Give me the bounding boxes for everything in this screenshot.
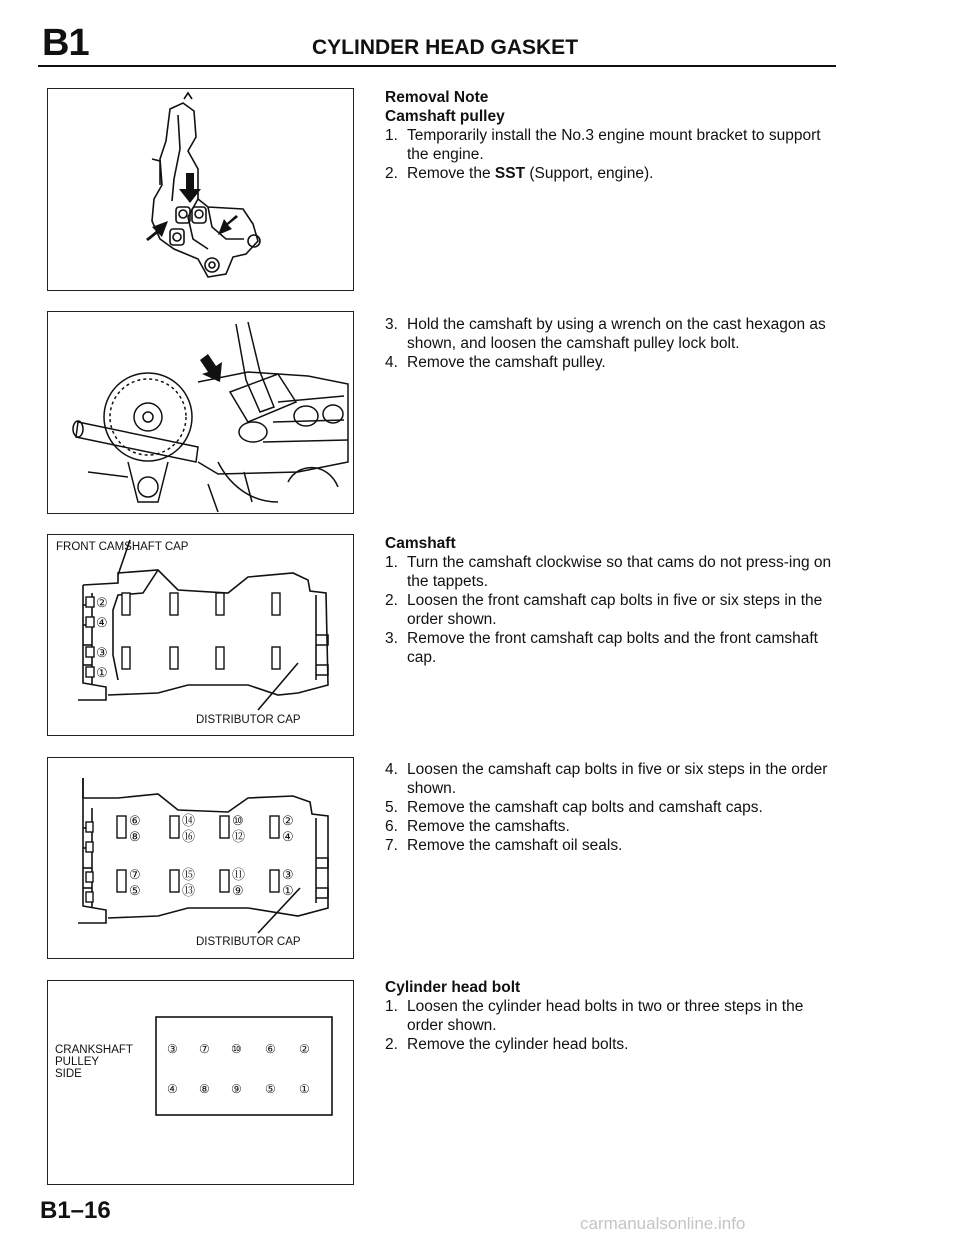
cam-cap-seq-number: ⑯ [182, 829, 196, 844]
sst-term: SST [494, 165, 526, 182]
list-item: 6. Remove the camshafts. [385, 818, 570, 835]
front-camshaft-cap-drawing [48, 535, 354, 736]
section-cylinder-head-bolt [385, 978, 840, 1054]
figure-engine-mount-bracket [47, 88, 354, 291]
section-camshaft-pulley-continued [385, 315, 840, 372]
camshaft-pulley-heading: Camshaft pulley [385, 108, 505, 125]
camshaft-caps-drawing [48, 758, 354, 959]
camshaft-heading: Camshaft [385, 535, 456, 552]
list-item: 2. Remove the SST (Support, engine). [385, 165, 654, 182]
figure-camshaft-pulley-wrench [47, 311, 354, 514]
cam-cap-seq-number: ⑪ [232, 867, 246, 882]
list-item: 2. Remove the cylinder head bolts. [385, 1036, 629, 1053]
list-item: 3. Remove the front camshaft cap bolts and the front camshaft cap. [385, 630, 818, 666]
figure-front-camshaft-cap [47, 534, 354, 736]
cam-cap-seq-number: ④ [282, 829, 294, 844]
front-cap-seq-number: ① [96, 665, 108, 680]
head-bolt-seq-number: ⑩ [231, 1042, 242, 1056]
head-bolt-seq-number: ⑨ [231, 1082, 242, 1096]
cam-cap-seq-number: ⑬ [182, 883, 196, 898]
section-camshaft [385, 534, 840, 667]
head-bolt-seq-number: ⑥ [265, 1042, 276, 1056]
cylinder-head-bolt-heading: Cylinder head bolt [385, 979, 521, 996]
cam-cap-seq-number: ② [282, 813, 294, 828]
crankshaft-pulley-side-label: CRANKSHAFT PULLEY SIDE [55, 1044, 133, 1080]
cam-cap-seq-number: ⑨ [232, 883, 244, 898]
head-bolt-seq-number: ① [299, 1082, 310, 1096]
head-bolt-seq-number: ③ [167, 1042, 178, 1056]
front-cap-sequence [96, 595, 108, 680]
list-item: 4. Loosen the camshaft cap bolts in five or six steps in the order shown. [385, 761, 828, 797]
cam-cap-seq-number: ⑫ [232, 829, 246, 844]
camshaft-pulley-drawing [48, 312, 354, 514]
removal-note-heading: Removal Note [385, 89, 489, 106]
engine-mount-bracket-drawing [48, 89, 354, 291]
front-cap-seq-number: ③ [96, 645, 108, 660]
watermark: carmanualsonline.info [580, 1214, 746, 1233]
list-item: 5. Remove the camshaft cap bolts and camshaft caps. [385, 799, 763, 816]
front-cap-seq-number: ② [96, 595, 108, 610]
cylinder-head-bolts-drawing [48, 981, 354, 1185]
cam-cap-seq-number: ⑧ [129, 829, 141, 844]
header-rule [38, 65, 836, 67]
page-title: CYLINDER HEAD GASKET [312, 36, 579, 59]
front-camshaft-cap-label: FRONT CAMSHAFT CAP [56, 541, 189, 553]
cam-cap-seq-number: ⑮ [182, 867, 196, 882]
distributor-cap-label: DISTRIBUTOR CAP [196, 714, 301, 726]
cam-cap-seq-number: ③ [282, 867, 294, 882]
head-bolt-seq-number: ⑧ [199, 1082, 210, 1096]
cam-cap-seq-number: ⑥ [129, 813, 141, 828]
section-camshaft-pulley [385, 88, 840, 183]
cam-cap-sequence [129, 813, 294, 898]
list-item: 3. Hold the camshaft by using a wrench on the cast hexagon as shown, and loosen the camshaft pulley lock bolt. [385, 316, 826, 352]
figure-cylinder-head-bolts [47, 980, 354, 1185]
head-bolt-seq-number: ④ [167, 1082, 178, 1096]
list-item: 7. Remove the camshaft oil seals. [385, 837, 623, 854]
list-item: 1. Temporarily install the No.3 engine mount bracket to support the engine. [385, 127, 821, 163]
figure-camshaft-caps [47, 757, 354, 959]
cam-cap-seq-number: ⑭ [182, 813, 196, 828]
list-item: 4. Remove the camshaft pulley. [385, 354, 606, 371]
list-item: 2. Loosen the front camshaft cap bolts in five or six steps in the order shown. [385, 592, 823, 628]
distributor-cap-label: DISTRIBUTOR CAP [196, 936, 301, 948]
head-bolt-sequence [167, 1042, 310, 1096]
cam-cap-seq-number: ⑩ [232, 813, 244, 828]
head-bolt-seq-number: ② [299, 1042, 310, 1056]
cam-cap-seq-number: ⑤ [129, 883, 141, 898]
page-number: B1–16 [40, 1197, 111, 1224]
front-cap-seq-number: ④ [96, 615, 108, 630]
list-item: 1. Loosen the cylinder head bolts in two or three steps in the order shown. [385, 998, 804, 1034]
cam-cap-seq-number: ⑦ [129, 867, 141, 882]
section-camshaft-continued [385, 760, 840, 855]
section-code: B1 [42, 22, 89, 64]
head-bolt-seq-number: ⑤ [265, 1082, 276, 1096]
head-bolt-seq-number: ⑦ [199, 1042, 210, 1056]
list-item: 1. Turn the camshaft clockwise so that cams do not press-ing on the tappets. [385, 554, 832, 590]
cam-cap-seq-number: ① [282, 883, 294, 898]
